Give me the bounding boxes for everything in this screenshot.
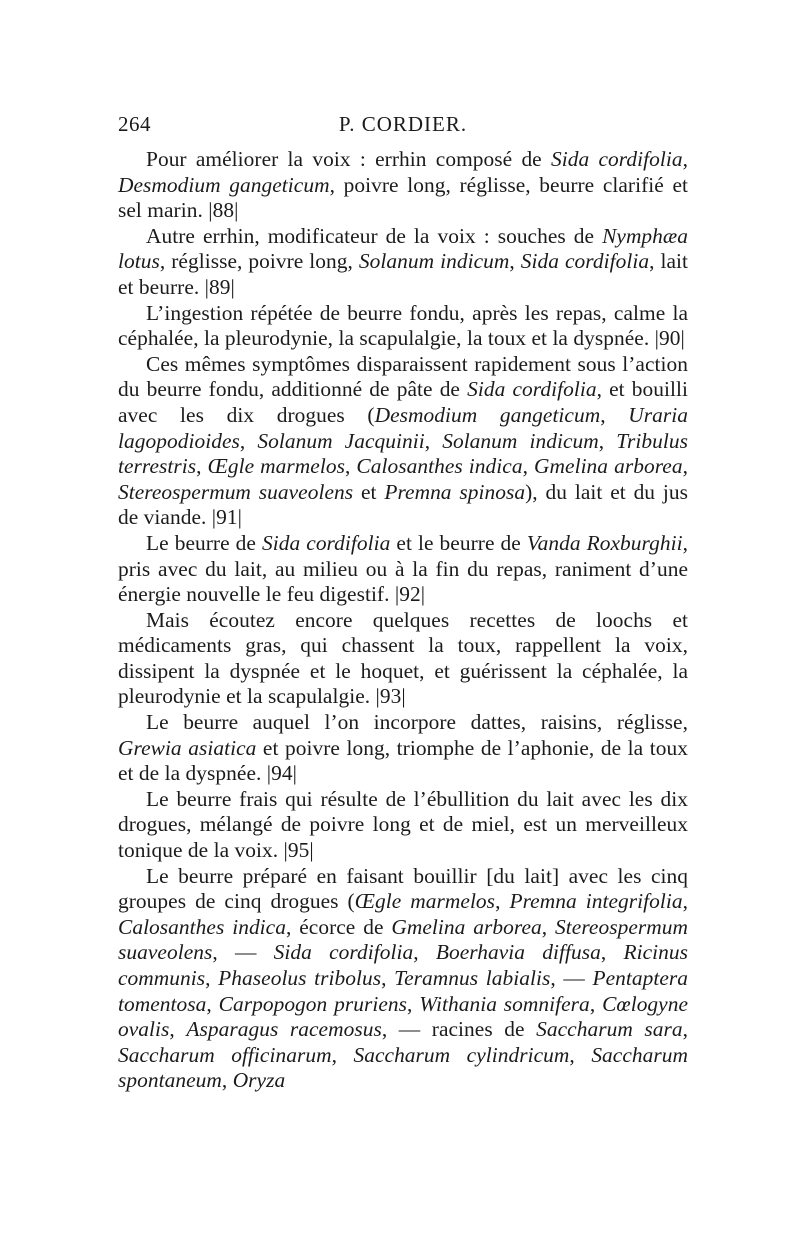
page-number: 264 — [118, 112, 151, 136]
text-run: ), du lait et du jus de viande. |91| — [118, 479, 688, 530]
text-run: , pris avec du lait, au milieu ou à la fin du repas, raniment d’une énergie nouvelle le feu digestif. |92| — [118, 530, 688, 607]
paragraph — [118, 301, 688, 352]
paragraph — [118, 710, 688, 787]
text-run: , — [239, 428, 258, 453]
italic-term: Saccharum cylindricum — [353, 1042, 570, 1067]
text-run: , — [682, 454, 688, 479]
text-run: , — [600, 402, 629, 427]
italic-term: Carpopogon pruriens — [218, 991, 408, 1016]
running-title: P. CORDIER. — [338, 112, 468, 136]
italic-term: Gmelina arborea — [534, 454, 683, 479]
text-run: , — [600, 940, 624, 965]
italic-term: Solanum indicum — [442, 428, 599, 453]
italic-term: Premna spinosa — [384, 479, 526, 504]
italic-term: Sida cordifolia — [551, 147, 683, 171]
text-run: , — [205, 966, 219, 990]
text-run: , — [569, 1042, 592, 1067]
italic-term: Boerhavia diffusa — [435, 940, 601, 965]
italic-term: Œgle marmelos — [354, 889, 496, 914]
text-run: , — [169, 1017, 187, 1042]
text-run: , — racines de — [381, 1017, 537, 1042]
text-run: Le beurre frais qui résulte de l’ébullition du lait avec les dix drogues, mélangé de poivre long et de miel, est un merveilleux tonique de la voix. |95| — [118, 786, 688, 863]
text-run: , poivre long, réglisse, beurre clarifié et sel marin. |88| — [118, 172, 688, 223]
paragraph — [118, 787, 688, 864]
italic-term: Œgle marmelos — [207, 454, 345, 479]
text-run: , — [221, 1068, 233, 1093]
text-run: Le beurre préparé en faisant bouillir [du lait] avec les cinq groupes de cinq drogues ( — [118, 863, 688, 914]
text-run: et le beurre de — [390, 530, 527, 555]
italic-term: Uraria lagopodioides — [118, 402, 688, 453]
paragraph — [118, 352, 688, 531]
text-run: , — [407, 991, 420, 1016]
italic-term: Oryza — [232, 1068, 286, 1093]
text-run: , — — [212, 940, 274, 965]
italic-term: Solanum Jacquinii — [257, 428, 425, 453]
paragraph — [118, 864, 688, 1094]
text-run: , — [598, 428, 617, 453]
text-run: Pour améliorer la voix : errhin composé de — [146, 147, 551, 171]
text-run: , — [589, 991, 603, 1016]
text-run: Mais écoutez encore quelques recettes de loochs et médicaments gras, qui chassent la toux, rappellent la voix, dissipent la dyspnée et le hoquet, et guérissent la céphalée, la pleurodynie et la scapulalgie. |93| — [118, 607, 688, 709]
italic-term: Grewia asiatica — [118, 735, 257, 760]
italic-term: Teramnus labialis — [394, 966, 551, 990]
italic-term: Sida cordifolia — [273, 940, 414, 965]
italic-term: Tribulus terrestris — [118, 428, 689, 479]
page-header — [118, 112, 688, 142]
italic-term: Stereospermum suaveolens — [118, 914, 688, 965]
italic-term: Saccharum sara — [536, 1017, 683, 1042]
text-run: L’ingestion répétée de beurre fondu, après les repas, calme la céphalée, la pleurodynie, la scapulalgie, la toux et la dyspnée. |90| — [118, 300, 688, 351]
paragraph — [118, 531, 688, 608]
italic-term: Premna integrifolia — [509, 889, 683, 914]
italic-term: Saccharum officinarum — [118, 1042, 332, 1067]
text-run: et poivre long, triomphe de l’aphonie, de la toux et de la dyspnée. |94| — [118, 735, 688, 786]
italic-term: Pentaptera tomentosa — [118, 966, 688, 1016]
text-run: , — — [550, 966, 593, 990]
text-run: Le beurre de — [146, 530, 262, 555]
text-run: , — [495, 889, 510, 914]
italic-term: Gmelina arborea — [391, 914, 542, 939]
text-run: , — [682, 889, 688, 914]
paragraph — [118, 224, 688, 301]
paragraph — [118, 147, 688, 224]
italic-term: Desmodium gangeticum — [118, 172, 330, 197]
text-run: Autre errhin, modificateur de la voix : souches de — [146, 223, 603, 248]
text-run: , — [424, 428, 443, 453]
text-run: , écorce de — [285, 914, 392, 939]
text-run: , réglisse, poivre long, — [159, 249, 359, 274]
text-run: , — [541, 914, 556, 939]
text-run: , — [196, 454, 208, 479]
text-run: , — [381, 966, 395, 990]
text-run: Ces mêmes symptômes disparaissent rapidement sous l’action du beurre fondu, additionné de pâte de — [118, 351, 688, 402]
text-run: Le beurre auquel l’on incorpore dattes, raisins, réglisse, — [146, 710, 688, 735]
italic-term: Calosanthes indica — [356, 454, 523, 479]
text-run: , — [344, 454, 357, 479]
italic-term: Vanda Roxburghii — [526, 530, 683, 555]
italic-term: Sida cordifolia — [467, 377, 597, 402]
italic-term: Asparagus racemosus — [186, 1017, 382, 1042]
body-text — [118, 147, 688, 1094]
italic-term: Calosanthes indica — [118, 914, 286, 939]
italic-term: Cœlogyne ovalis — [118, 991, 689, 1042]
italic-term: Sida cordifolia — [520, 249, 650, 274]
italic-term: Stereospermum suaveolens — [118, 479, 354, 504]
italic-term: Sida cordifolia — [262, 530, 391, 555]
text-run: , — [682, 1017, 689, 1042]
text-run: , — [682, 147, 688, 171]
italic-term: Saccharum spontaneum — [118, 1042, 688, 1093]
italic-term: Ricinus communis — [118, 940, 689, 990]
italic-term: Desmodium gangeticum — [374, 402, 601, 427]
text-run: , — [509, 249, 521, 274]
text-run: , — [413, 940, 436, 965]
text-run: , lait et beurre. |89| — [118, 249, 688, 299]
text-run: , — [206, 991, 219, 1016]
italic-term: Solanum indicum — [358, 249, 510, 274]
italic-term: Withania somnifera — [419, 991, 590, 1016]
italic-term: Nymphæa lotus — [118, 223, 688, 274]
paragraph — [118, 608, 688, 710]
italic-term: Phaseolus tribolus — [218, 966, 382, 990]
text-run: , et bouilli avec les dix drogues ( — [118, 377, 688, 427]
text-run: , — [331, 1042, 354, 1067]
text-run: et — [353, 479, 385, 504]
text-run: , — [522, 454, 535, 479]
